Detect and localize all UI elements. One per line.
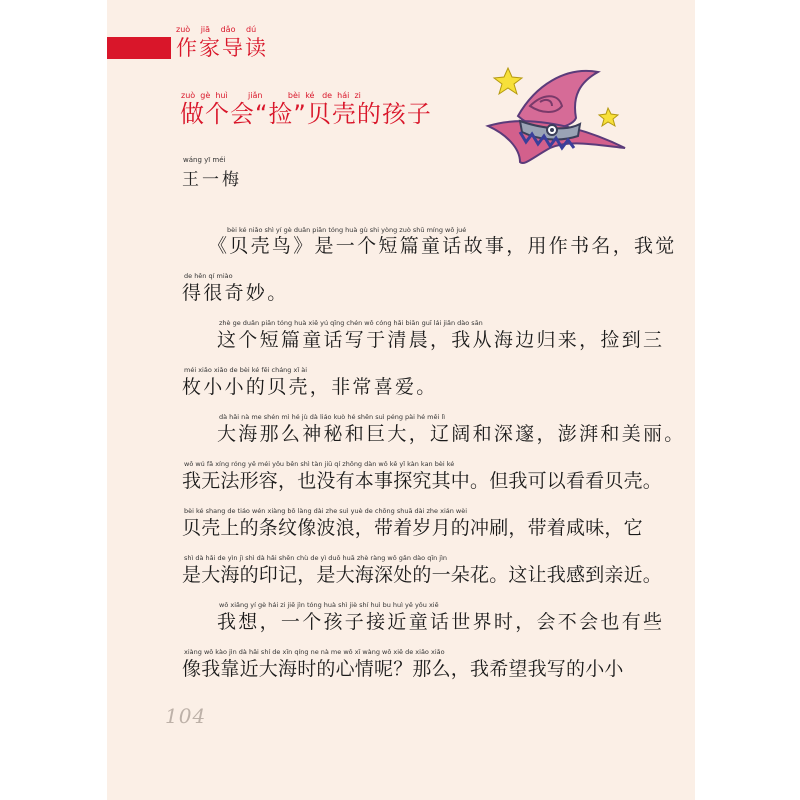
line-pinyin: wǒ wú fǎ xíng róng yě méi yǒu běn shì tàn jiū qí zhōng dàn wǒ kě yǐ kàn kan bèi ké (184, 460, 455, 468)
text-line: 《贝壳鸟》是一个短篇童话故事，用作书名，我觉 (208, 235, 677, 257)
line-pinyin: dà hǎi nà me shén mì hé jù dà liáo kuò hé shēn suì péng pài hé měi lì (219, 413, 445, 421)
line-pinyin: wǒ xiǎng yí gè hái zi jiē jìn tóng huà shì jiè shí huì bu huì yě yǒu xiē (219, 601, 439, 609)
line-pinyin: bèi ké shang de tiáo wén xiàng bō làng dài zhe suì yuè de chōng shuā dài zhe xián wèi (184, 507, 468, 515)
text-line: 贝壳上的条纹像波浪，带着岁月的冲刷，带着咸味，它 (182, 517, 643, 539)
title-pinyin: zuò gè huì jiǎn bèi ké de hái zi (181, 91, 361, 100)
author-name: 王一梅 (182, 170, 242, 190)
text-line: 像我靠近大海时的心情呢？那么，我希望我写的小小 (182, 658, 624, 680)
section-pinyin: zuò jiā dǎo dú (176, 25, 257, 34)
line-pinyin: zhè ge duǎn piān tóng huà xiě yú qīng chén wǒ cóng hǎi biān guī lái jiǎn dào sān (219, 319, 483, 327)
wizard-hat-illustration (480, 66, 630, 176)
text-line: 我想，一个孩子接近童话世界时，会不会也有些 (217, 611, 665, 633)
text-line: 是大海的印记，是大海深处的一朵花。这让我感到亲近。 (182, 564, 663, 586)
section-title: 作家导读 (176, 36, 268, 60)
line-pinyin: xiàng wǒ kào jìn dà hǎi shí de xīn qíng ne nà me wǒ xī wàng wǒ xiě de xiǎo xiǎo (184, 648, 445, 656)
line-pinyin: de hěn qí miào (184, 272, 233, 280)
page-title: 做个会“捡”贝壳的孩子 (180, 100, 432, 128)
text-line: 大海那么神秘和巨大，辽阔和深邃，澎湃和美丽。 (217, 423, 686, 445)
author-pinyin: wáng yī méi (183, 156, 226, 164)
text-line: 得很奇妙。 (182, 282, 289, 304)
line-pinyin: méi xiǎo xiǎo de bèi ké fēi cháng xǐ ài (184, 366, 308, 374)
text-line: 这个短篇童话写于清晨，我从海边归来，捡到三 (217, 329, 665, 351)
text-line: 枚小小的贝壳，非常喜爱。 (182, 376, 438, 398)
section-bar (107, 37, 171, 59)
page-number: 104 (165, 704, 207, 728)
line-pinyin: shì dà hǎi de yìn jì shì dà hǎi shēn chù de yì duǒ huā zhè ràng wǒ gǎn dào qīn jìn (184, 554, 448, 562)
text-line: 我无法形容，也没有本事探究其中。但我可以看看贝壳。 (182, 470, 663, 492)
line-pinyin: bèi ké niǎo shì yí gè duǎn piān tóng huà gù shi yòng zuò shū míng wǒ jué (227, 226, 467, 234)
